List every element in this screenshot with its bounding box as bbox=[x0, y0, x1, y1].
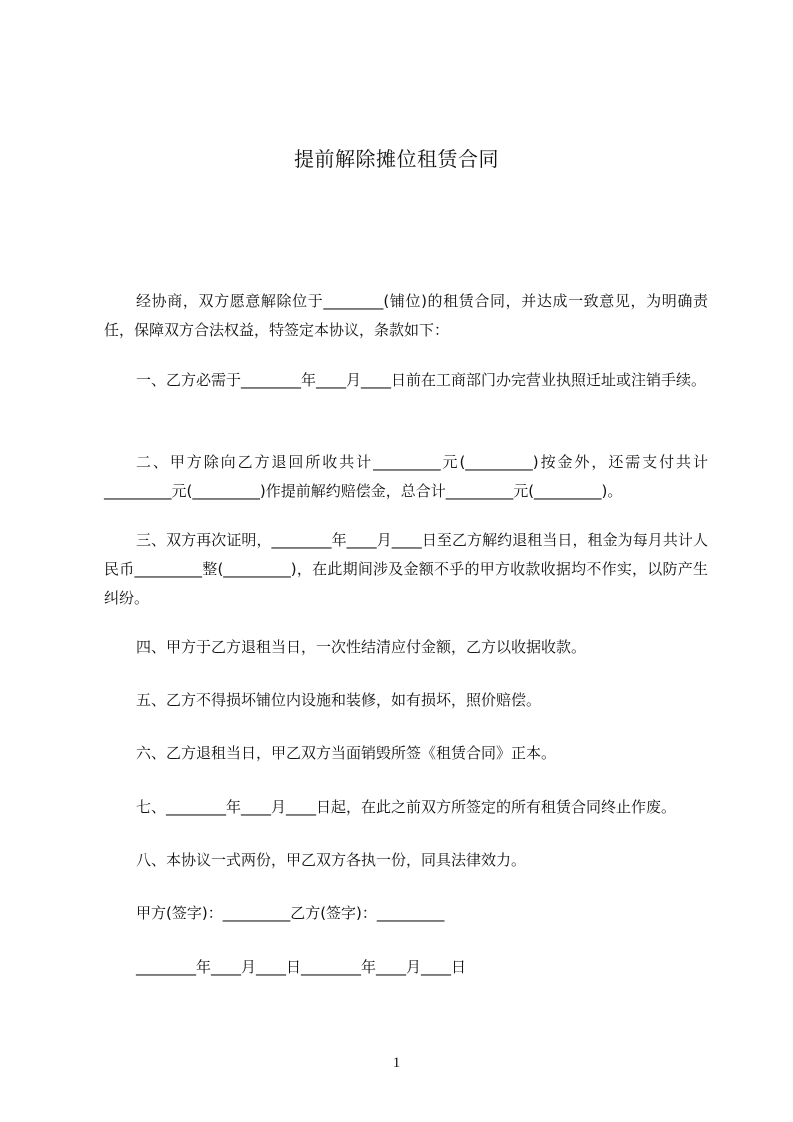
clause-4: 四、甲方于乙方退租当日，一次性结清应付金额，乙方以收据收款。 bbox=[136, 638, 587, 656]
clause-5: 五、乙方不得损坏铺位内设施和装修，如有损坏，照价赔偿。 bbox=[136, 691, 542, 709]
signature-line: 甲方(签字)：_________乙方(签字)：_________ bbox=[136, 904, 445, 922]
date-line: ________年____月____日________年____月____日 bbox=[136, 958, 467, 976]
clause-3: 三、双方再次证明，________年____月____日至乙方解约退租当日，租金为每月共计人民币_________整(_________)，在此期间涉及金额不乎的甲方收款收据均不作实，以防产生纠纷。 bbox=[104, 531, 708, 607]
clause-1: 一、乙方必需于________年____月____日前在工商部门办完营业执照迁址或注销手续。 bbox=[136, 371, 707, 389]
intro-paragraph: 经协商，双方愿意解除位于________(铺位)的租赁合同，并达成一致意见，为明确责任，保障双方合法权益，特签定本协议，条款如下： bbox=[104, 292, 708, 339]
page-number: 1 bbox=[392, 1055, 401, 1071]
document-title: 提前解除摊位租赁合同 bbox=[294, 147, 499, 171]
clause-8: 八、本协议一式两份，甲乙双方各执一份，同具法律效力。 bbox=[136, 851, 527, 869]
clause-6: 六、乙方退租当日，甲乙双方当面销毁所签《租赁合同》正本。 bbox=[136, 744, 557, 762]
clause-7: 七、________年____月____日起，在此之前双方所签定的所有租赁合同终止作废。 bbox=[136, 798, 677, 816]
clause-2: 二、甲方除向乙方退回所收共计_________元(_________)按金外，还需支付共计_________元(_________)作提前解约赔偿金，总合计_________元(_________)。 bbox=[104, 453, 708, 500]
